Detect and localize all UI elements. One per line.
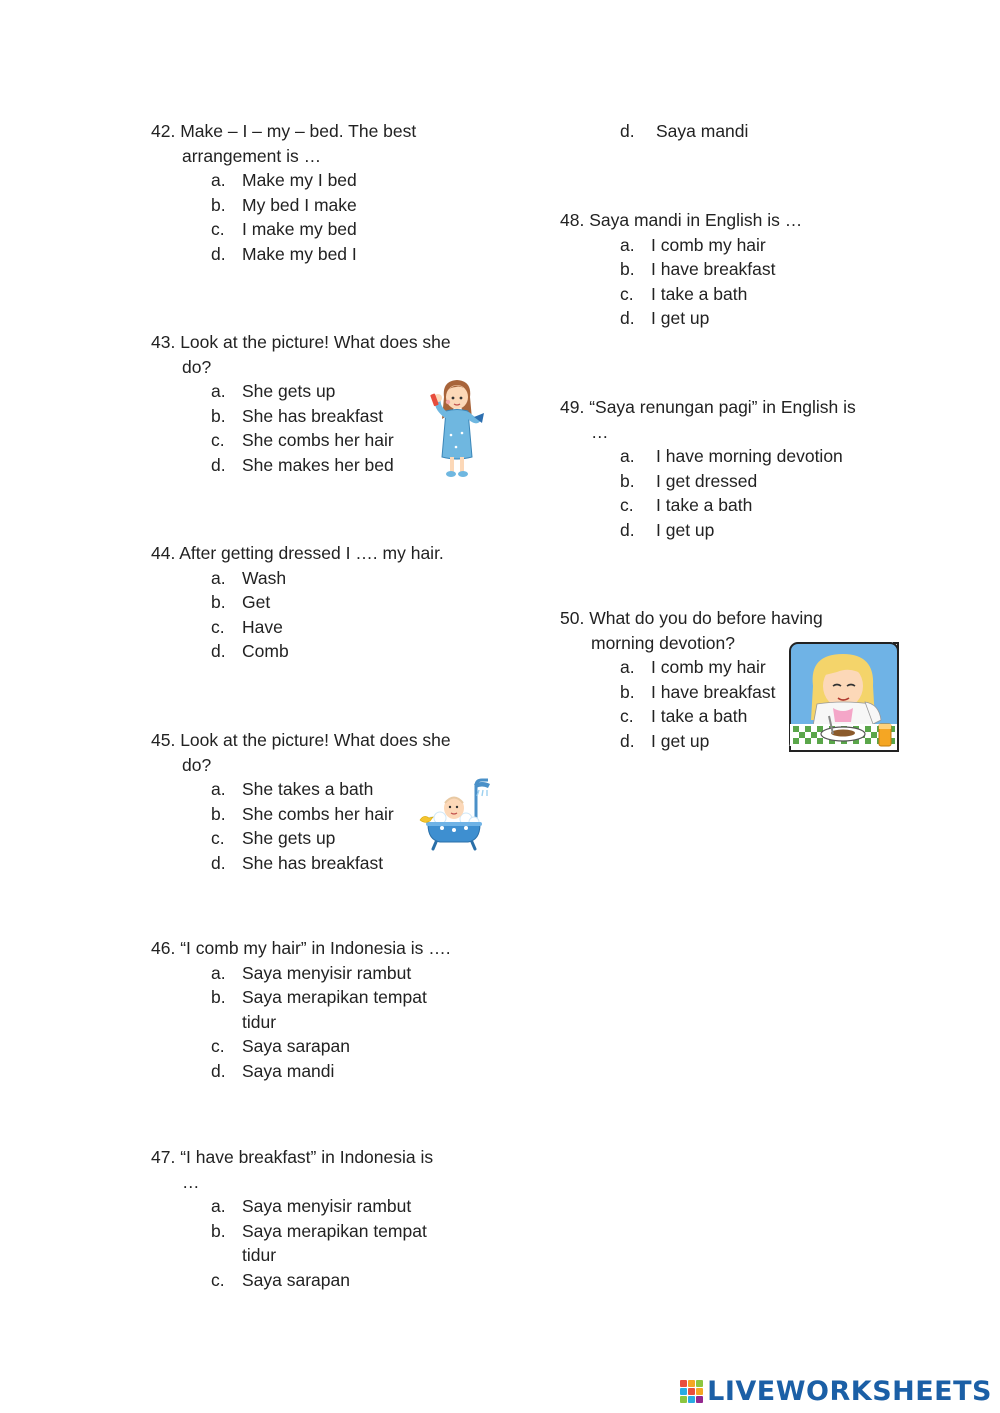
option-text: I comb my hair [651, 234, 766, 255]
option-letter: b. [620, 259, 635, 279]
option-letter: d. [211, 852, 226, 873]
option-text: She makes her bed [242, 454, 394, 475]
option-b[interactable] [211, 590, 444, 615]
option-d[interactable] [620, 119, 748, 144]
option-text: I have breakfast [651, 259, 776, 279]
question-number: 50. [560, 608, 585, 628]
question-47 [151, 1145, 442, 1292]
question-text: … [591, 421, 609, 442]
option-d[interactable] [620, 306, 802, 331]
option-text: I make my bed [242, 219, 357, 239]
option-c[interactable] [211, 1034, 451, 1059]
option-text: I get up [651, 308, 710, 328]
question-47-continued [620, 119, 748, 144]
option-letter: c. [620, 283, 634, 304]
logo-grid-icon [680, 1380, 703, 1403]
options-list [211, 566, 444, 664]
option-a[interactable] [211, 566, 444, 591]
option-text: I get up [651, 730, 710, 751]
option-text: Saya sarapan [242, 1269, 350, 1290]
option-text: I have breakfast [651, 681, 776, 702]
question-48 [560, 208, 802, 331]
option-a[interactable] [620, 444, 856, 469]
option-d[interactable] [211, 639, 444, 664]
option-letter: d. [620, 121, 635, 141]
options-list [211, 1194, 442, 1292]
option-text: She gets up [242, 381, 336, 401]
option-text: Make my I bed [242, 170, 357, 190]
option-letter: c. [620, 495, 634, 515]
options-list [211, 777, 451, 875]
option-text: She takes a bath [242, 779, 374, 799]
option-letter: a. [211, 567, 226, 588]
option-letter: c. [211, 1269, 225, 1290]
option-a[interactable] [211, 961, 451, 986]
question-text: Saya mandi in English is … [584, 210, 803, 230]
question-text: Look at the picture! What does she [180, 332, 451, 352]
baby-bath-illustration [418, 778, 494, 854]
option-text: Have [242, 616, 283, 637]
question-number: 48. [560, 210, 585, 230]
question-50 [560, 606, 823, 753]
question-number: 49. [560, 397, 585, 417]
question-number: 47. [151, 1147, 176, 1167]
option-text: Saya menyisir rambut [242, 1196, 412, 1216]
question-text: do? [182, 356, 212, 377]
option-b[interactable] [620, 469, 856, 494]
option-b[interactable] [211, 985, 451, 1034]
option-b[interactable] [211, 802, 451, 827]
option-letter: a. [211, 962, 226, 983]
option-a[interactable] [211, 1194, 442, 1219]
question-49 [560, 395, 856, 542]
option-c[interactable] [211, 615, 444, 640]
option-text: Saya mandi [656, 121, 749, 141]
options-list [620, 444, 856, 542]
option-text: Saya mandi [242, 1060, 335, 1081]
option-letter: c. [211, 430, 225, 450]
option-text: I get dressed [656, 470, 758, 491]
question-45 [151, 728, 451, 875]
option-letter: d. [211, 243, 226, 264]
question-text: morning devotion? [591, 632, 735, 653]
option-a[interactable] [211, 379, 451, 404]
question-text: “I comb my hair” in Indonesia is …. [180, 938, 451, 958]
option-c[interactable] [211, 1268, 442, 1293]
option-letter: c. [211, 828, 225, 848]
option-a[interactable] [620, 233, 802, 258]
question-number: 43. [151, 332, 176, 352]
option-text: Comb [242, 641, 289, 661]
option-letter: a. [211, 779, 226, 799]
option-letter: d. [211, 454, 226, 475]
option-a[interactable] [211, 777, 451, 802]
option-text: Saya menyisir rambut [242, 962, 412, 983]
option-d[interactable] [211, 1059, 451, 1084]
option-letter: a. [211, 170, 226, 190]
option-c[interactable] [211, 826, 451, 851]
option-letter: d. [211, 1060, 226, 1081]
option-text: She gets up [242, 828, 336, 848]
option-letter: d. [620, 730, 635, 751]
question-42 [151, 119, 416, 266]
option-letter: c. [620, 706, 634, 726]
option-letter: b. [211, 592, 226, 612]
option-b[interactable] [211, 193, 416, 218]
option-text: I take a bath [651, 706, 748, 726]
option-text: Saya merapikan tempat tidur [242, 1220, 427, 1265]
option-letter: c. [211, 1036, 225, 1056]
option-d[interactable] [211, 453, 451, 478]
option-b[interactable] [211, 404, 451, 429]
option-text: I take a bath [656, 495, 753, 515]
question-text: After getting dressed I …. my hair. [179, 543, 444, 563]
option-letter: a. [211, 381, 226, 401]
option-letter: b. [211, 194, 226, 215]
option-letter: d. [620, 308, 635, 328]
options-list [211, 961, 451, 1084]
option-text: I comb my hair [651, 657, 766, 677]
liveworksheets-logo[interactable] [680, 1376, 992, 1407]
option-letter: b. [211, 803, 226, 824]
options-list [620, 233, 802, 331]
option-c[interactable] [211, 428, 451, 453]
option-a[interactable] [211, 168, 416, 193]
question-46 [151, 936, 451, 1083]
question-text: do? [182, 754, 212, 775]
option-d[interactable] [620, 518, 856, 543]
option-letter: a. [620, 234, 635, 255]
girl-breakfast-illustration [789, 642, 899, 752]
option-text: She combs her hair [242, 430, 394, 450]
options-list [211, 168, 416, 266]
option-d[interactable] [211, 242, 416, 267]
option-text: She has breakfast [242, 852, 384, 873]
question-text: arrangement is … [182, 145, 322, 166]
option-text: I get up [656, 519, 715, 540]
question-number: 46. [151, 938, 176, 958]
option-text: I have morning devotion [656, 446, 843, 466]
option-text: My bed I make [242, 194, 357, 215]
option-letter: a. [620, 446, 635, 466]
question-text: “Saya renungan pagi” in English is [589, 397, 856, 417]
option-letter: a. [211, 1196, 226, 1216]
option-letter: c. [211, 616, 225, 637]
option-letter: c. [211, 219, 225, 239]
options-list [620, 119, 748, 144]
option-text: Saya merapikan tempat tidur [242, 987, 427, 1032]
question-number: 45. [151, 730, 176, 750]
question-number: 44. [151, 543, 176, 563]
option-c[interactable] [211, 217, 416, 242]
option-letter: a. [620, 657, 635, 677]
option-letter: d. [620, 519, 635, 540]
option-text: Make my bed I [242, 243, 357, 264]
option-letter: b. [620, 470, 635, 491]
option-letter: b. [211, 987, 226, 1007]
question-44 [151, 541, 444, 664]
option-text: Saya sarapan [242, 1036, 350, 1056]
option-text: Wash [242, 567, 287, 588]
question-43 [151, 330, 451, 477]
question-text: … [182, 1171, 200, 1192]
question-text: Look at the picture! What does she [180, 730, 451, 750]
option-letter: b. [211, 405, 226, 426]
option-letter: b. [620, 681, 635, 702]
question-text: Make – I – my – bed. The best [180, 121, 417, 141]
option-text: I take a bath [651, 283, 748, 304]
option-c[interactable] [620, 282, 802, 307]
option-text: She has breakfast [242, 405, 384, 426]
option-letter: d. [211, 641, 226, 661]
option-b[interactable] [620, 257, 802, 282]
option-letter: b. [211, 1220, 226, 1241]
option-d[interactable] [211, 851, 451, 876]
option-text: Get [242, 592, 271, 612]
question-number: 42. [151, 121, 176, 141]
option-b[interactable] [211, 1219, 442, 1268]
question-text: What do you do before having [589, 608, 823, 628]
option-c[interactable] [620, 493, 856, 518]
option-text: She combs her hair [242, 803, 394, 824]
logo-text: LIVEWORKSHEETS [707, 1376, 992, 1407]
options-list [211, 379, 451, 477]
girl-combing-hair-illustration [426, 375, 488, 479]
question-text: “I have breakfast” in Indonesia is [180, 1147, 434, 1167]
